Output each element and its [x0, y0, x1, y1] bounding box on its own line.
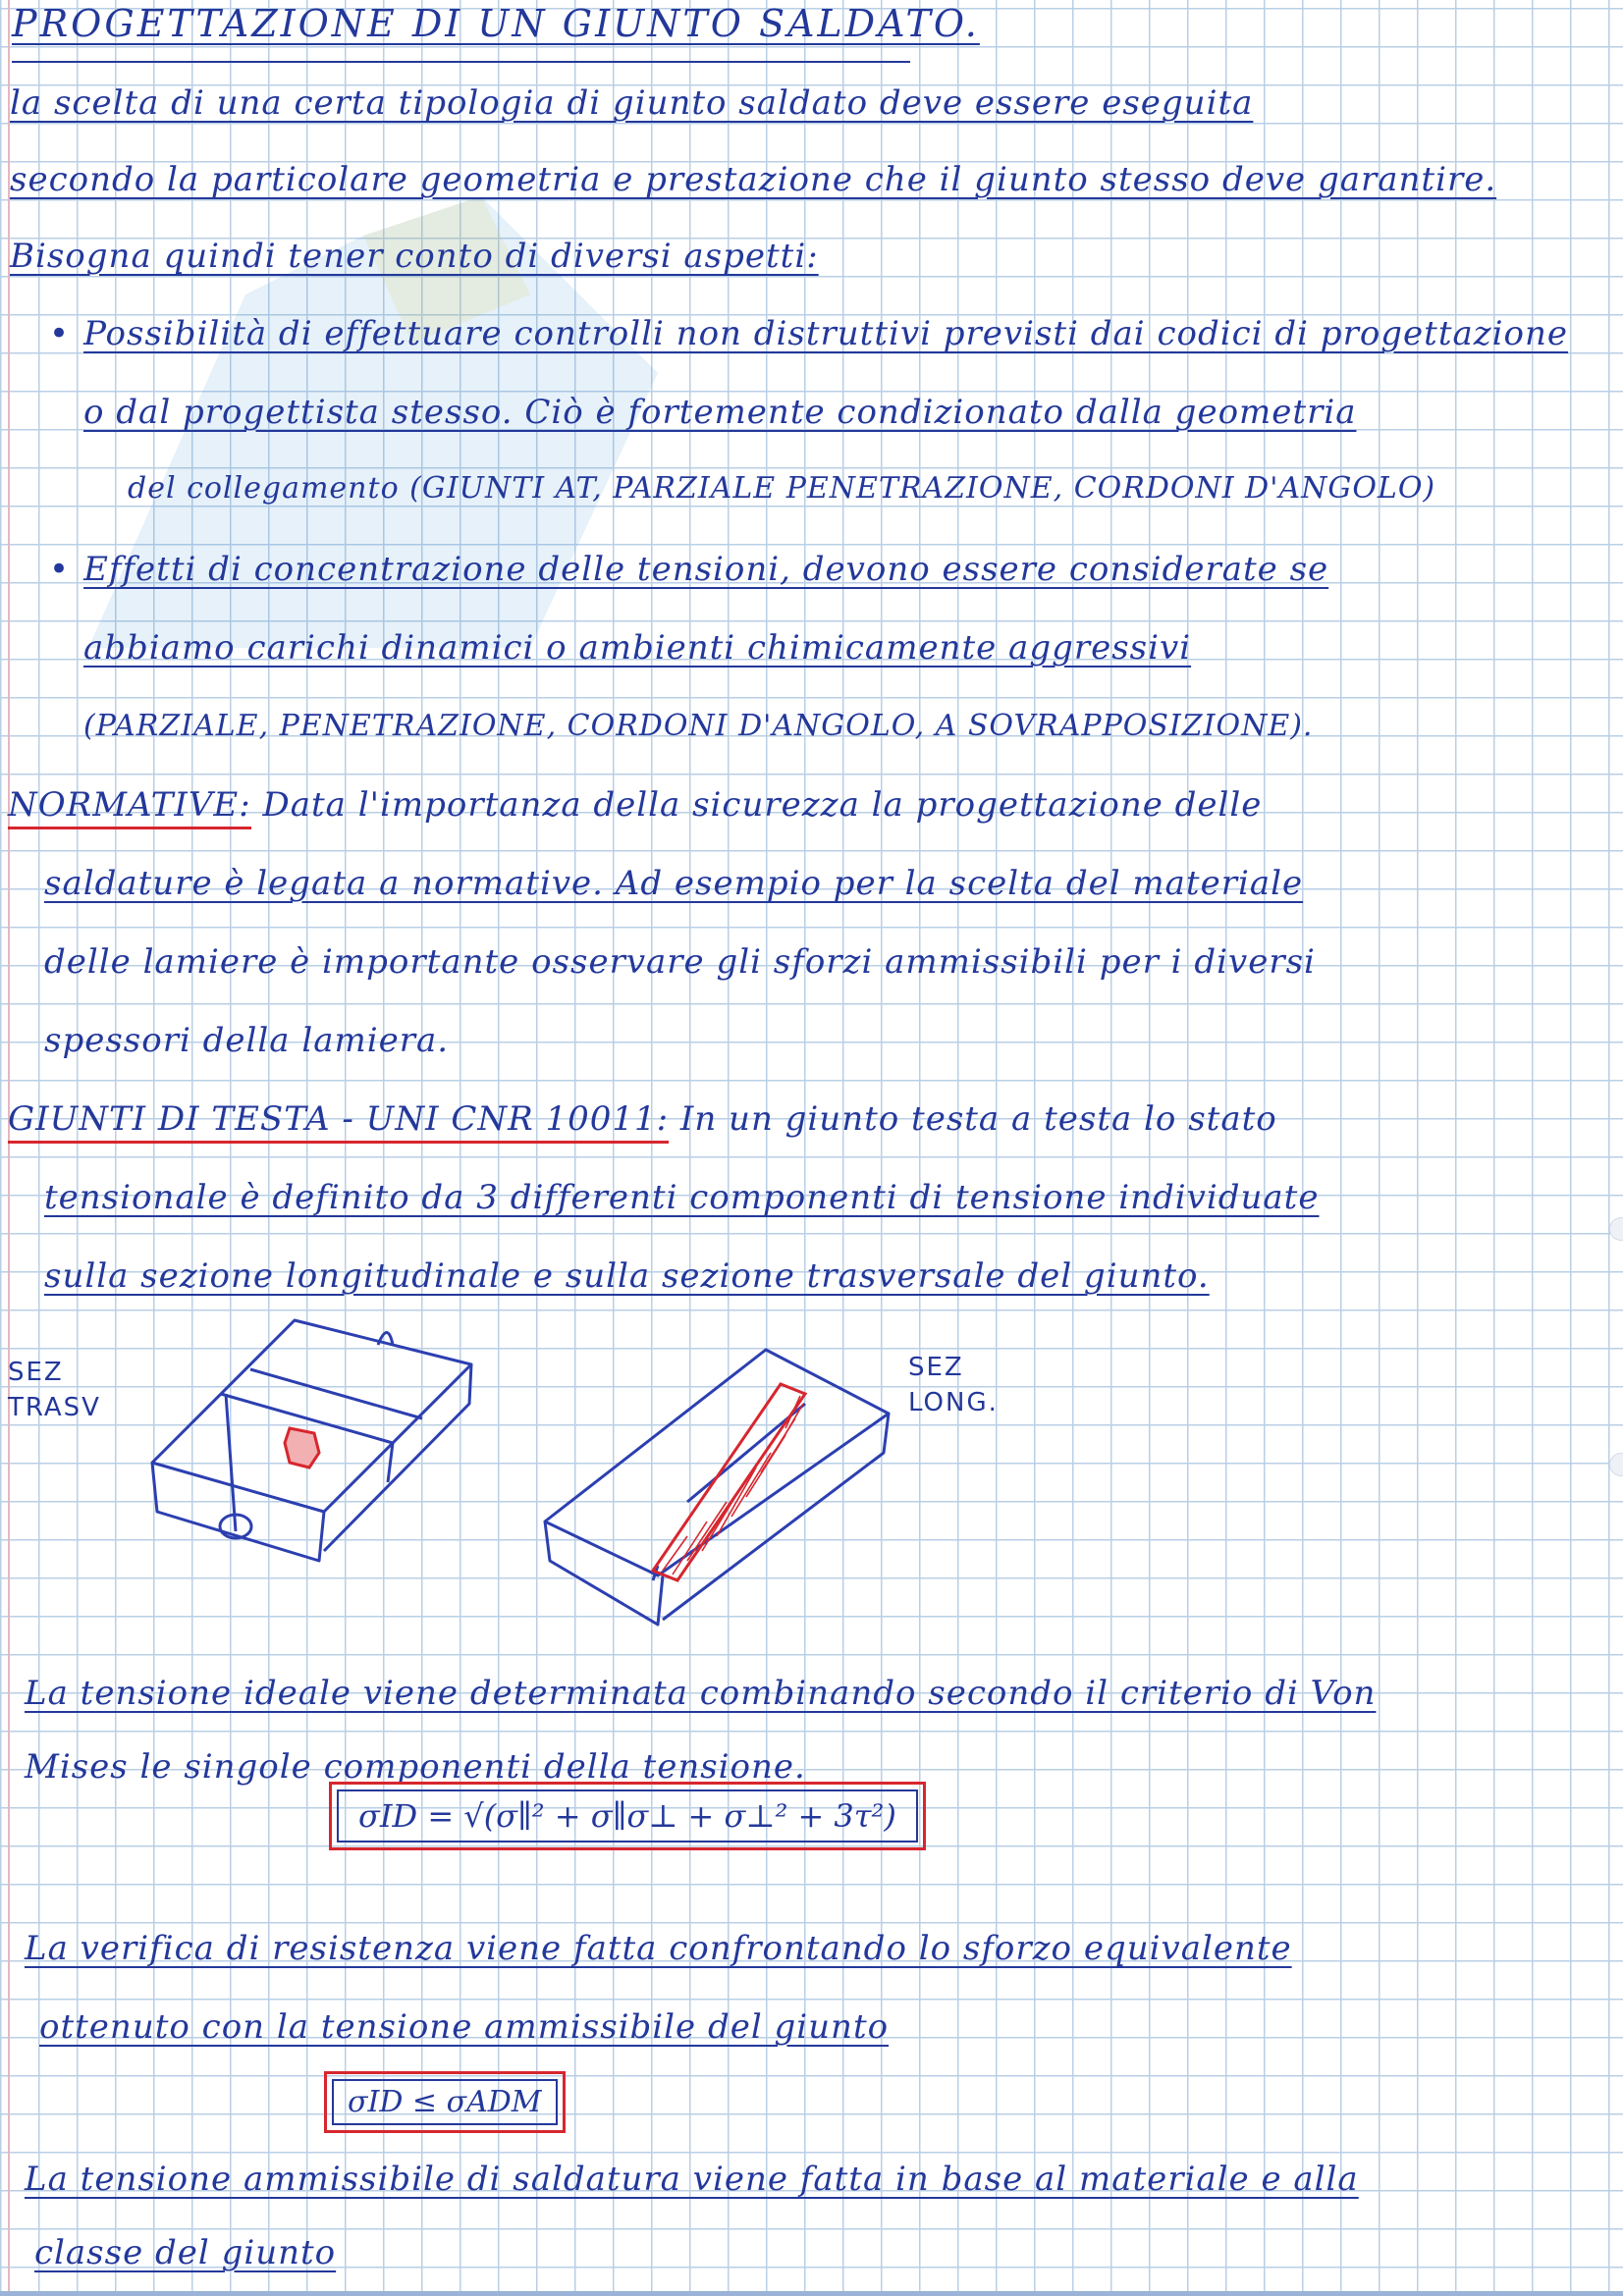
giunti-heading: GIUNTI DI TESTA - UNI CNR 10011: — [8, 1099, 669, 1144]
normative-text-1: Data l'importanza della sicurezza la progettazione delle — [262, 785, 1263, 825]
binder-hole — [1609, 1217, 1623, 1241]
giunti-line-2: tensionale è definito da 3 differenti componenti di tensione individuate — [44, 1178, 1320, 1217]
intro-line-1: la scelta di una certa tipologia di giunto saldato deve essere eseguita — [10, 83, 1254, 123]
giunti-text-1: In un giunto testa a testa lo stato — [679, 1099, 1277, 1139]
ammissibile-line-1: La tensione ammissibile di saldatura viene fatta in base al materiale e alla — [25, 2160, 1359, 2199]
bullet-1-line-3: del collegamento (GIUNTI AT, PARZIALE PENETRAZIONE, CORDONI D'ANGOLO) — [128, 471, 1436, 506]
verifica-line-1: La verifica di resistenza viene fatta confrontando lo sforzo equivalente — [25, 1929, 1292, 1968]
weld-cross-section-red — [285, 1428, 319, 1468]
bullet-2-line-1: Effetti di concentrazione delle tensioni, devono essere considerate se — [83, 550, 1329, 589]
vonmises-formula: σID = √(σ∥² + σ∥σ⊥ + σ⊥² + 3τ²) — [337, 1789, 918, 1842]
normative-line-2: saldature è legata a normative. Ad esempio per la scelta del materiale — [44, 864, 1304, 903]
normative-line-3: delle lamiere è importante osservare gli sforzi ammissibili per i diversi — [44, 942, 1316, 982]
page-title: PROGETTAZIONE DI UN GIUNTO SALDATO. — [12, 2, 980, 45]
bullet-dot: • — [49, 550, 71, 589]
title-underline — [12, 61, 910, 63]
label-sez-trasv: SEZ TRASV — [8, 1358, 101, 1422]
longitudinal-section-sketch — [545, 1350, 889, 1625]
intro-line-3: Bisogna quindi tener conto di diversi aspetti: — [10, 237, 819, 276]
giunti-line-3: sulla sezione longitudinale e sulla sezione trasversale del giunto. — [44, 1256, 1210, 1296]
label-sez-long: SEZ LONG. — [908, 1353, 999, 1417]
weld-joint-sketch — [0, 1306, 1623, 1679]
verifica-line-2: ottenuto con la tensione ammissibile del giunto — [39, 2007, 890, 2047]
vonmises-line-1: La tensione ideale viene determinata combinando secondo il criterio di Von — [25, 1674, 1377, 1713]
page-margin-line — [8, 0, 10, 2296]
ammissibile-line-2: classe del giunto — [34, 2233, 337, 2272]
bullet-1 — [49, 314, 1568, 353]
bullet-2 — [49, 550, 1328, 589]
page-bottom-edge — [0, 2291, 1623, 2296]
giunti-line-1 — [8, 1099, 1277, 1139]
bullet-dot: • — [49, 314, 71, 353]
bullet-1-line-2: o dal progettista stesso. Ciò è fortemente condizionato dalla geometria — [83, 393, 1357, 432]
intro-line-2: secondo la particolare geometria e prestazione che il giunto stesso deve garantire. — [10, 160, 1497, 199]
verifica-formula-box — [324, 2071, 566, 2133]
vonmises-formula-box — [329, 1782, 926, 1850]
normative-line-1 — [8, 785, 1262, 825]
verifica-formula: σID ≤ σADM — [332, 2079, 558, 2125]
normative-line-4: spessori della lamiera. — [44, 1021, 450, 1060]
bullet-2-line-3: (PARZIALE, PENETRAZIONE, CORDONI D'ANGOLO, A SOVRAPPOSIZIONE). — [83, 709, 1314, 743]
normative-heading: NORMATIVE: — [8, 785, 251, 829]
bullet-1-line-1: Possibilità di effettuare controlli non distruttivi previsti dai codici di progettazione — [83, 314, 1569, 353]
bullet-2-line-2: abbiamo carichi dinamici o ambienti chimicamente aggressivi — [83, 628, 1192, 667]
vonmises-line-2: Mises le singole componenti della tensione. — [25, 1747, 806, 1787]
weld-long-section-hatch — [653, 1384, 805, 1580]
